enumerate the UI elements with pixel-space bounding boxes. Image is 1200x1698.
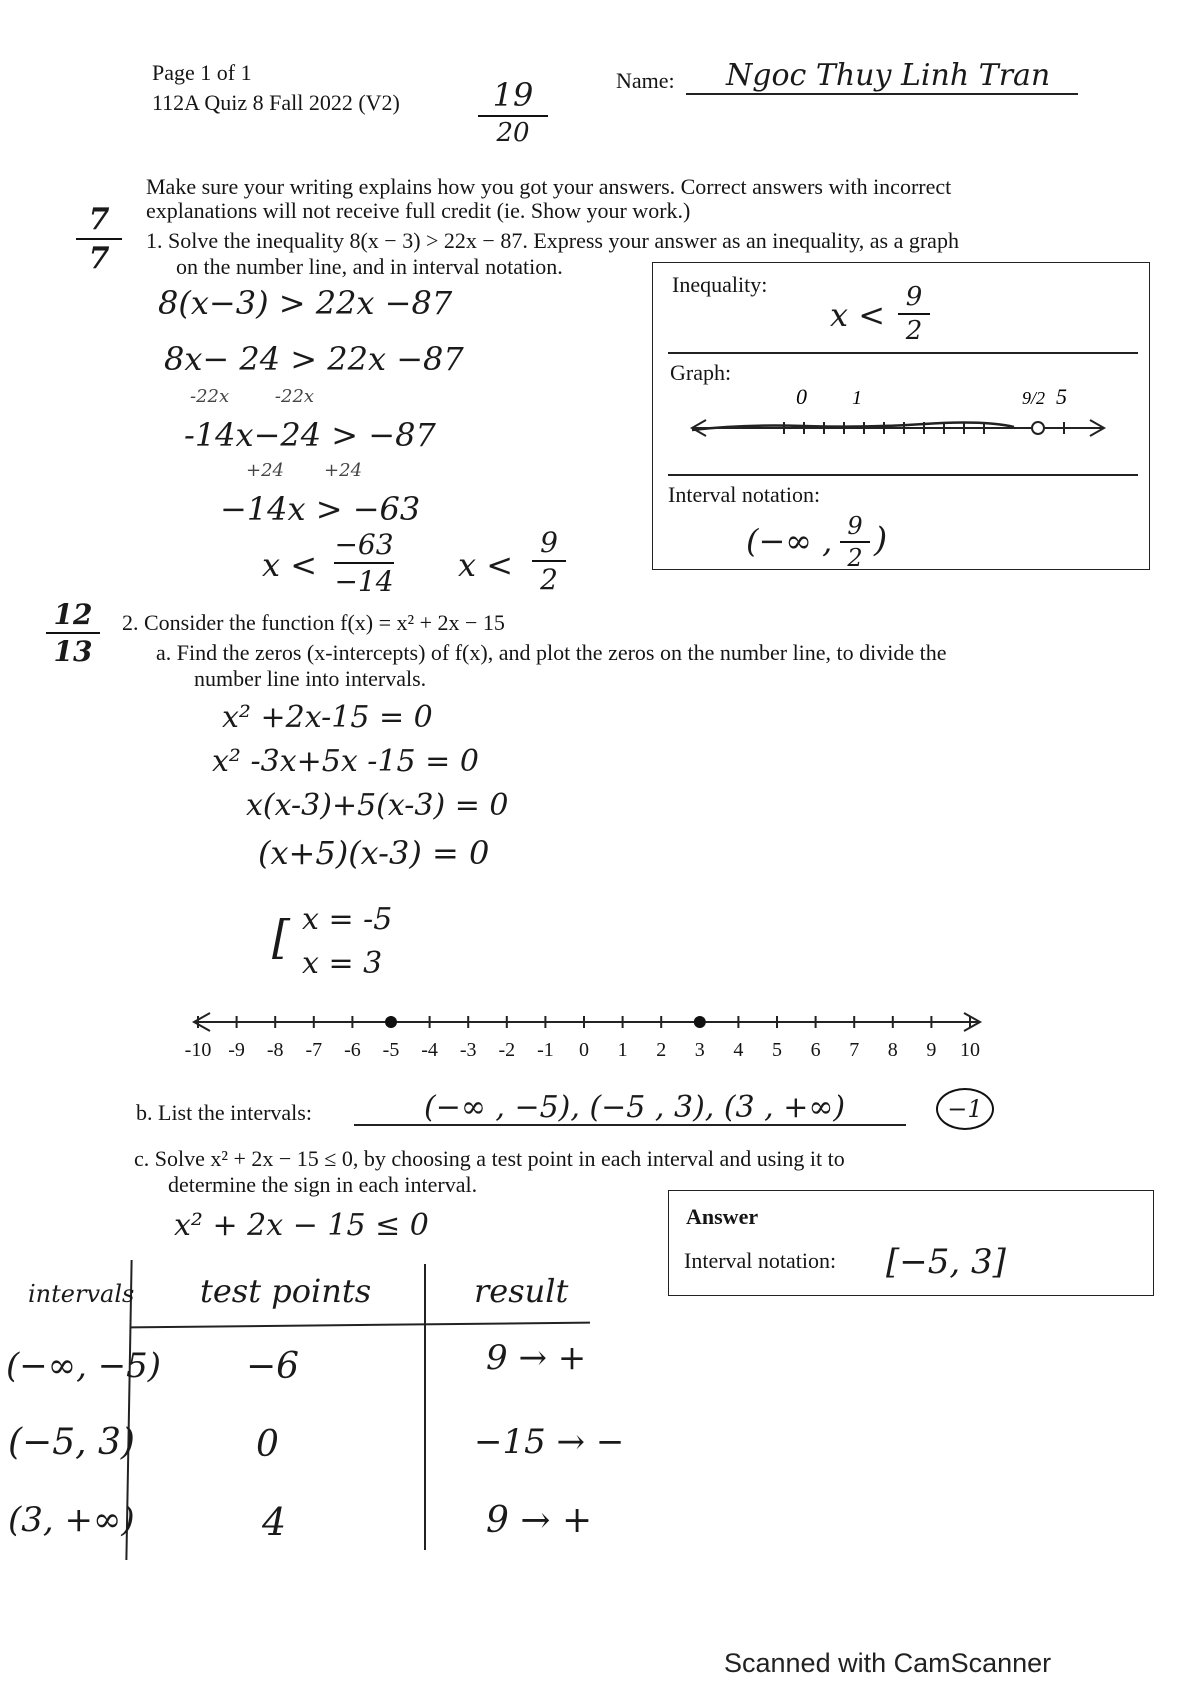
q1-work-step-6: x < [458, 546, 514, 584]
q1-work-step-4: −14x > −63 [220, 490, 421, 528]
number-line-label: 9 [926, 1039, 937, 1061]
q1-graph-tick-5: 5 [1056, 384, 1067, 409]
q1-score [76, 202, 122, 276]
q1-graph-tick-1: 1 [852, 387, 862, 409]
q1-prompt-line-1: 1. Solve the inequality 8(x − 3) > 22x − 87. Express your answer as an inequality, as a graph [146, 228, 959, 253]
q2a-work-step-3: x(x-3)+5(x-3) = 0 [246, 788, 509, 823]
q2a-work-step-1: x² +2x-15 = 0 [222, 700, 433, 735]
sign-table-header-intervals: intervals [28, 1280, 135, 1308]
sign-table-row-2-test-point: 0 [256, 1424, 279, 1465]
number-line-label: 5 [772, 1039, 782, 1061]
q1-prompt-line-2: on the number line, and in interval notation. [176, 254, 563, 279]
sign-table-row-2-interval: (−5, 3) [8, 1422, 135, 1463]
quiz-title: 112A Quiz 8 Fall 2022 (V2) [152, 90, 400, 115]
q1-graph [684, 384, 1124, 444]
sign-table-row-1-test-point: −6 [246, 1346, 300, 1387]
q1-inequality-denominator: 2 [905, 316, 923, 346]
q1-work-fraction-2-numerator: 9 [540, 526, 558, 559]
q1-interval-numerator: 9 [847, 512, 863, 540]
q1-box-divider-1 [668, 352, 1138, 354]
q1-work-subtract-note: -22x -22x [190, 386, 315, 407]
instructions-line-2: explanations will not receive full credit (ie. Show your work.) [146, 198, 691, 223]
number-line-label: 7 [849, 1039, 860, 1061]
number-line-label: -8 [266, 1039, 284, 1061]
q2c-answer-value: [−5, 3] [886, 1242, 1006, 1282]
total-score-numerator: 19 [492, 76, 534, 114]
q2c-prompt-line-2: determine the sign in each interval. [168, 1172, 478, 1197]
q1-work-fraction-2-denominator: 2 [540, 563, 558, 596]
q1-work-step-5: x < [262, 546, 318, 584]
number-line-zero-point [385, 1016, 397, 1028]
q1-graph-label: Graph: [670, 360, 732, 385]
number-line-label: -1 [537, 1039, 554, 1061]
number-line-label: -3 [459, 1039, 477, 1061]
q1-interval-denominator: 2 [847, 544, 863, 572]
sign-table-row-3-interval: (3, +∞) [8, 1500, 135, 1540]
q1-work-fraction-bar [334, 562, 394, 564]
q1-work-step-2: 8x− 24 > 22x −87 [164, 340, 464, 378]
sign-table-row-2-result: −15 → − [474, 1422, 625, 1462]
q2-score-bar [46, 632, 100, 634]
q1-score-numerator: 7 [88, 202, 110, 237]
q2a-zero-2: x = 3 [302, 946, 383, 981]
total-score-denominator: 20 [496, 118, 530, 148]
q2-prompt: 2. Consider the function f(x) = x² + 2x − 15 [122, 610, 505, 635]
q2b-deduction-value: −1 [947, 1095, 983, 1123]
q1-inequality-label: Inequality: [672, 272, 768, 297]
q1-work-add-note: +24 +24 [246, 460, 363, 481]
total-score [478, 76, 548, 148]
name-label: Name: [616, 68, 675, 93]
number-line-label: 10 [960, 1039, 980, 1061]
q1-box-divider-2 [668, 474, 1138, 476]
q1-work-step-3: -14x−24 > −87 [184, 416, 436, 454]
q2a-number-line-labels [185, 1039, 980, 1061]
q2a-bracket: [ [272, 910, 290, 964]
q2c-answer-label: Interval notation: [684, 1248, 837, 1273]
q1-work-fraction [334, 528, 394, 598]
sign-table [0, 1250, 625, 1550]
q2b-label: b. List the intervals: [136, 1100, 312, 1125]
number-line-label: -2 [498, 1039, 516, 1061]
q1-inequality-value: x < [830, 296, 886, 334]
student-name: Ngoc Thuy Linh Tran [726, 58, 1051, 93]
instructions-line-1: Make sure your writing explains how you got your answers. Correct answers with incorrect [146, 174, 952, 199]
q1-inequality-numerator: 9 [905, 282, 923, 312]
q1-interval-close: ) [874, 520, 888, 560]
page-number: Page 1 of 1 [152, 60, 252, 85]
q2-score-numerator: 12 [53, 598, 93, 631]
q2a-prompt-line-1: a. Find the zeros (x-intercepts) of f(x), and plot the zeros on the number line, to divide the [156, 640, 947, 665]
q1-inequality-fraction [898, 282, 930, 346]
number-line-label: 1 [617, 1039, 628, 1061]
number-line-label: 6 [810, 1039, 821, 1061]
q1-inequality-bar [898, 313, 930, 315]
number-line-label: -5 [382, 1039, 400, 1061]
q1-score-bar [76, 238, 122, 240]
sign-table-header-rule [130, 1322, 590, 1329]
sign-table-col-divider-2 [424, 1264, 426, 1550]
q1-interval-bar [840, 541, 870, 543]
q2c-work: x² + 2x − 15 ≤ 0 [174, 1208, 429, 1243]
q1-score-denominator: 7 [88, 241, 110, 276]
name-line [686, 93, 1078, 95]
number-line-label: 8 [887, 1039, 898, 1061]
number-line-label: -10 [184, 1039, 212, 1061]
q2-score [46, 598, 100, 668]
q1-graph-tick-9-2: 9/2 [1022, 388, 1046, 408]
sign-table-row-1-result: 9 → + [486, 1338, 587, 1378]
number-line-label: 3 [694, 1039, 705, 1061]
q2c-answer-heading: Answer [686, 1204, 759, 1229]
sign-table-header-test-points: test points [200, 1272, 372, 1310]
q1-work-fraction-denominator: −14 [334, 565, 394, 598]
number-line-label: -4 [421, 1039, 438, 1061]
q1-work-fraction-2-bar [532, 560, 566, 562]
q2a-number-line [180, 1004, 1000, 1084]
q1-interval-fraction [840, 512, 870, 572]
q2a-zero-1: x = -5 [302, 902, 393, 937]
sign-table-row-3-test-point: 4 [262, 1500, 287, 1544]
number-line-label: 4 [733, 1039, 744, 1061]
q2a-prompt-line-2: number line into intervals. [194, 666, 427, 691]
number-line-label: -7 [305, 1039, 323, 1061]
q2a-work-step-2: x² -3x+5x -15 = 0 [212, 744, 479, 779]
number-line-label: -9 [228, 1039, 245, 1061]
q2a-work-step-4: (x+5)(x-3) = 0 [258, 834, 490, 872]
number-line-label: 2 [656, 1039, 667, 1061]
q2-score-denominator: 13 [53, 635, 93, 668]
q1-graph-tick-0: 0 [796, 384, 807, 409]
sign-table-row-1-interval: (−∞, −5) [6, 1346, 162, 1386]
number-line-label: 0 [579, 1039, 589, 1061]
number-line-zero-point [694, 1016, 706, 1028]
q1-work-fraction-2 [532, 526, 566, 596]
scanner-watermark: Scanned with CamScanner [724, 1648, 1052, 1678]
q2b-answer: (−∞ , −5), (−5 , 3), (3 , +∞) [424, 1090, 846, 1125]
q2c-prompt-line-1: c. Solve x² + 2x − 15 ≤ 0, by choosing a test point in each interval and using it to [134, 1146, 845, 1171]
q1-work-fraction-numerator: −63 [334, 528, 394, 561]
q2a-number-line-ticks [198, 1016, 970, 1028]
total-score-bar [478, 115, 548, 117]
number-line-label: -6 [344, 1039, 361, 1061]
sign-table-header-result: result [474, 1272, 569, 1310]
q1-graph-open-point [1032, 422, 1044, 434]
q1-interval-value: (−∞ , [746, 522, 833, 560]
sign-table-row-3-result: 9 → + [486, 1500, 593, 1541]
q1-work-step-1: 8(x−3) > 22x −87 [158, 284, 453, 322]
q2b-deduction [936, 1088, 994, 1130]
q1-interval-label: Interval notation: [668, 482, 821, 507]
